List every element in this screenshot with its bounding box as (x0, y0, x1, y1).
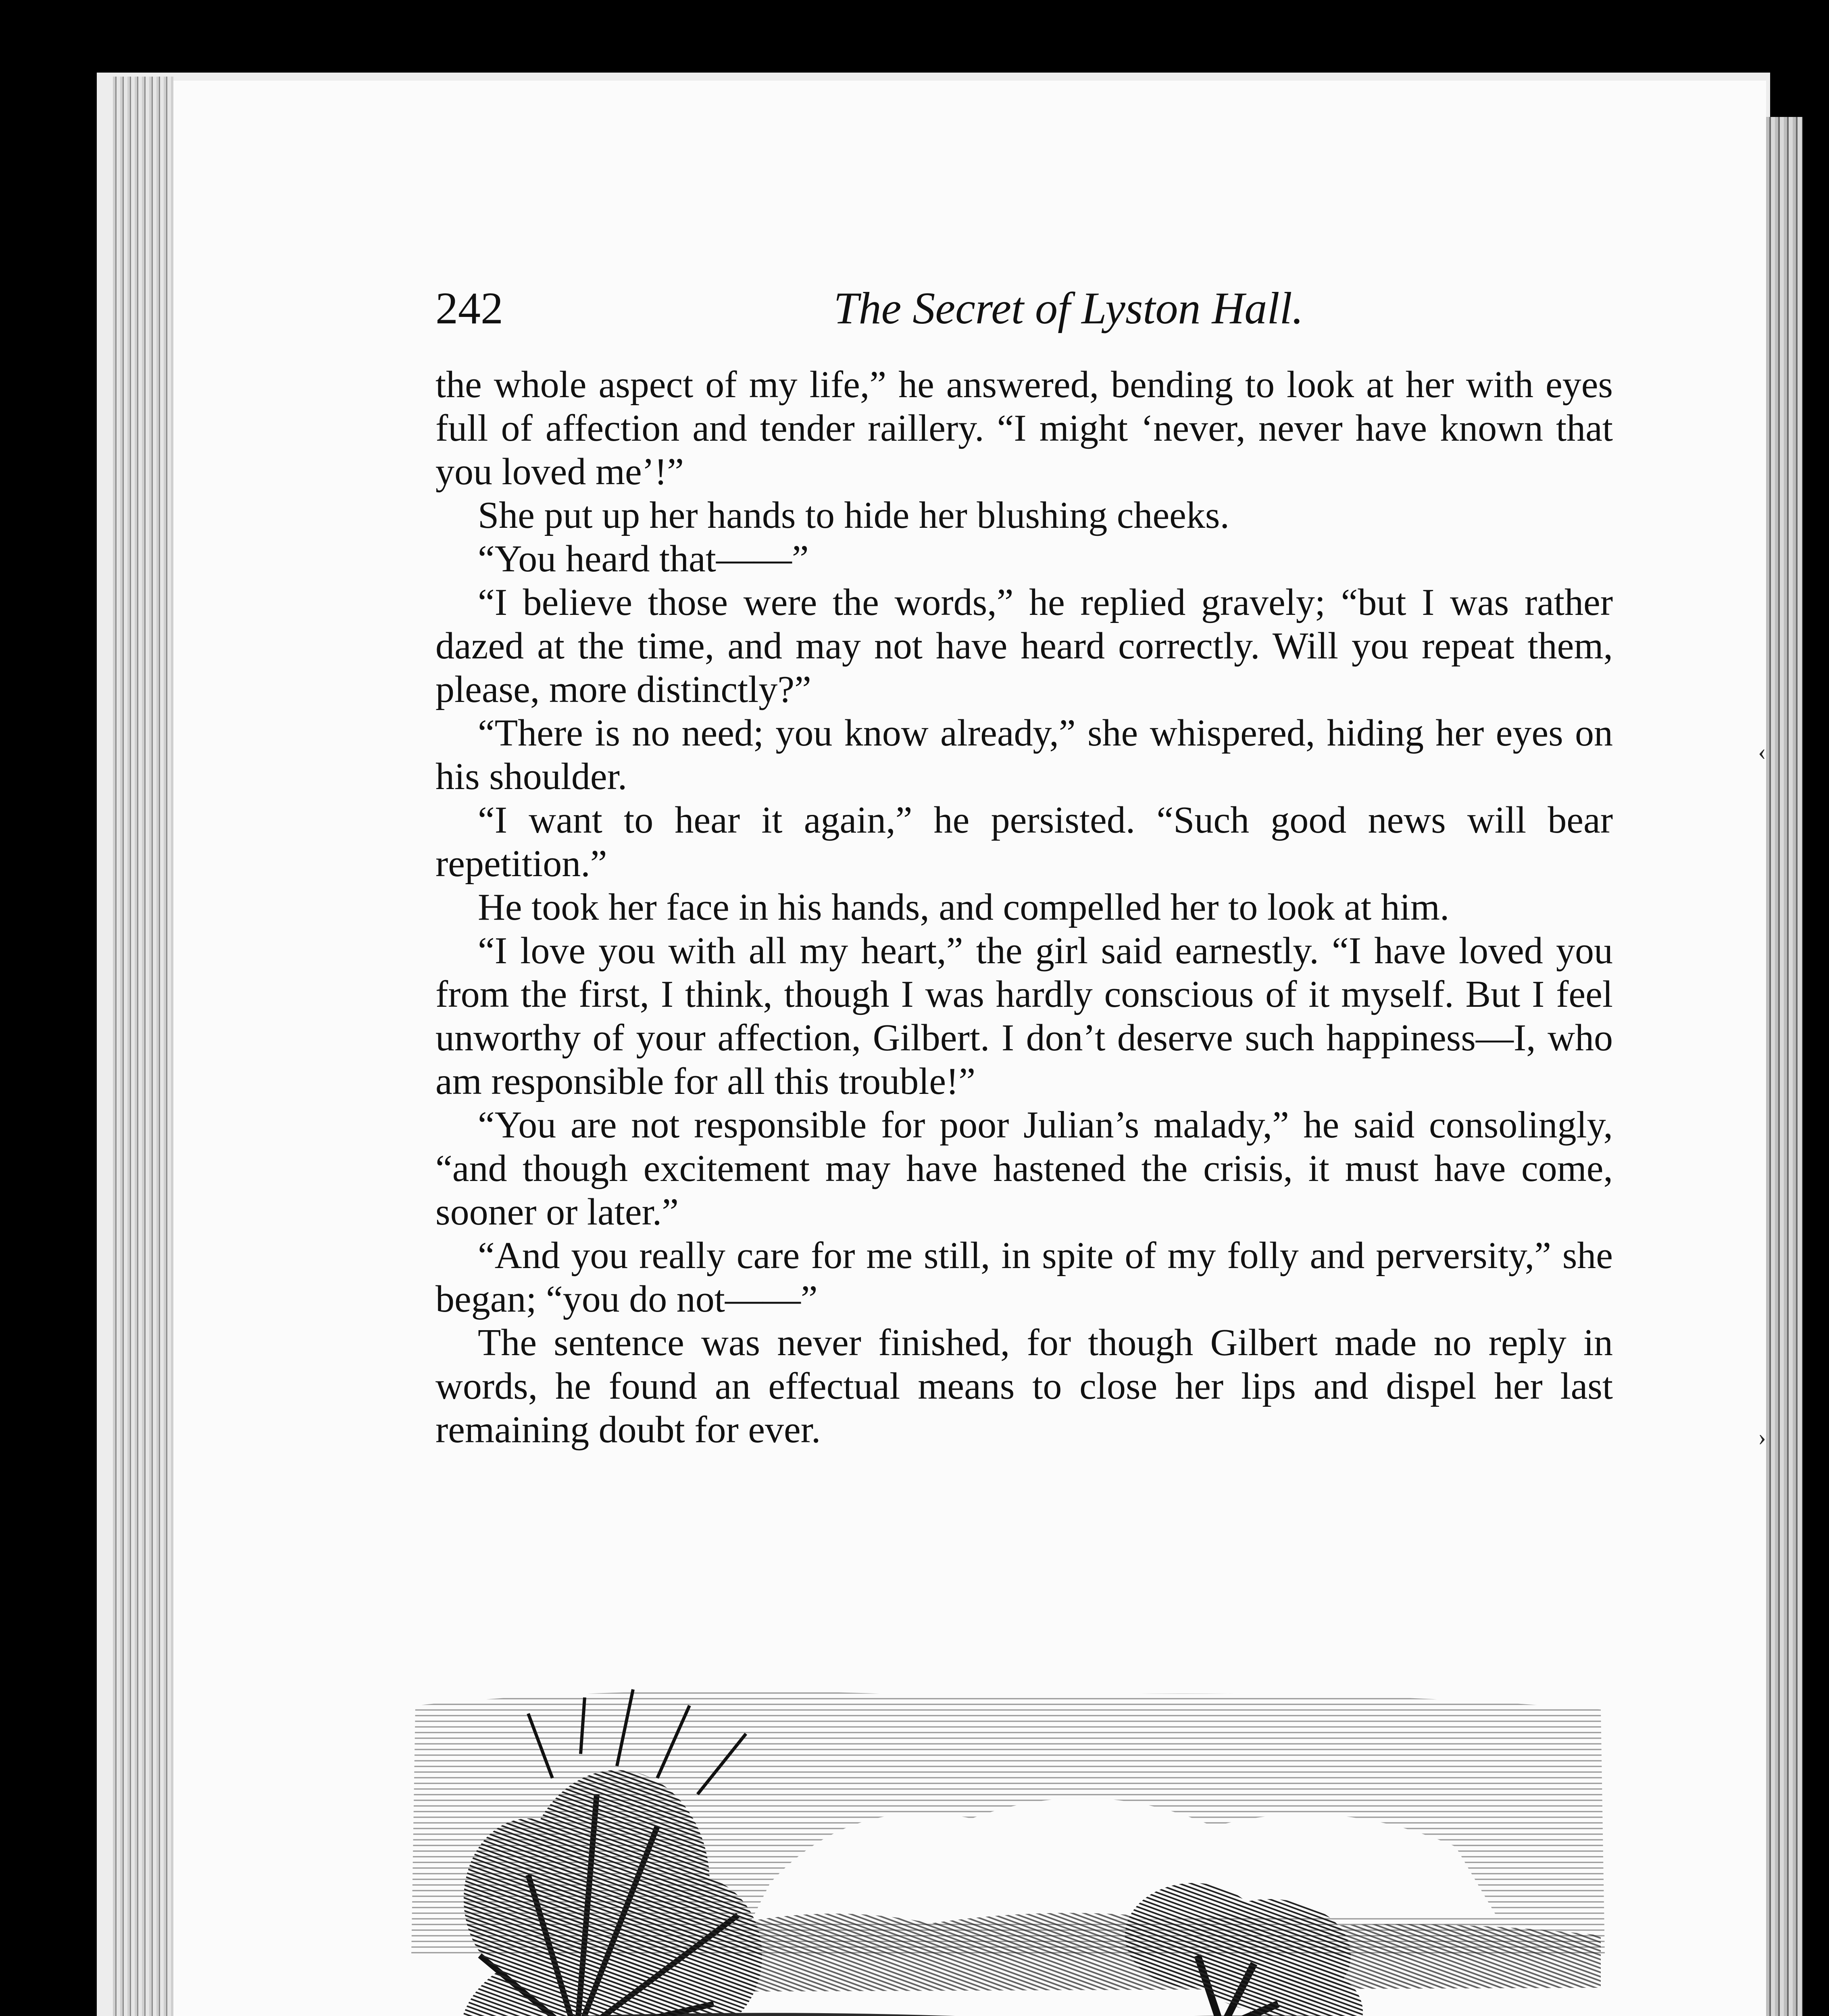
edge-mark: › (1758, 1424, 1766, 1450)
paragraph: The sentence was never finished, for though Gilbert made no reply in words, he found an effectual means to close her lips and dispel her last remaining doubt for ever. (435, 1322, 1613, 1451)
paragraph: the whole aspect of my life,” he answered, bending to look at her with eyes full of affection and tender raillery. “I might ‘never, never have known that you loved me’!” (435, 364, 1613, 493)
paragraph: She put up her hands to hide her blushing cheeks. (478, 494, 1229, 536)
paragraph: “You heard that——” (478, 538, 809, 580)
page-header (435, 282, 1613, 339)
landscape-engraving (407, 1673, 1613, 2016)
paragraph: “I believe those were the words,” he replied gravely; “but I was rather dazed at the time, and may not have heard correctly. Will you repeat them, please, more distinctly?” (435, 581, 1613, 710)
right-page-edge (1766, 117, 1802, 2016)
paragraph: He took her face in his hands, and compelled her to look at him. (478, 886, 1450, 928)
body-text (435, 363, 1613, 1452)
running-head: The Secret of Lyston Hall. (833, 283, 1304, 333)
paragraph: “I love you with all my heart,” the girl said earnestly. “I have loved you from the first, I think, though I was hardly conscious of it myself. But I feel unworthy of your affection, Gilbert. I don’t deserve such happiness—I, who am responsible for all this trouble!” (435, 930, 1613, 1102)
paragraph: “There is no need; you know already,” she whispered, hiding her eyes on his shoulder. (435, 712, 1613, 798)
edge-mark: ‹ (1758, 738, 1766, 765)
paragraph: “And you really care for me still, in spite of my folly and perversity,” she began; “you do not——” (435, 1235, 1613, 1320)
page-edges (113, 77, 173, 2016)
page-number: 242 (435, 283, 503, 333)
paragraph: “I want to hear it again,” he persisted. “Such good news will bear repetition.” (435, 799, 1613, 885)
paragraph: “You are not responsible for poor Julian’s malady,” he said consolingly, “and though excitement may have hastened the crisis, it must have come, sooner or later.” (435, 1104, 1613, 1233)
